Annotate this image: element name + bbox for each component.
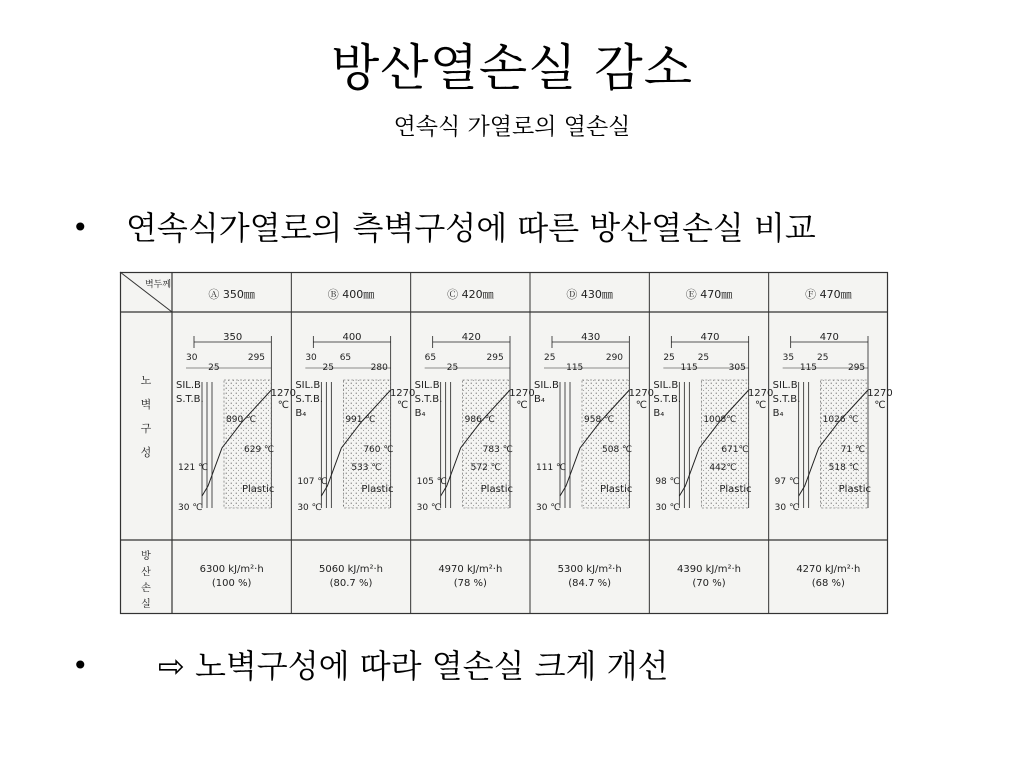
temperature-label: 760 ℃ xyxy=(363,445,394,455)
wall-column-e xyxy=(653,288,773,589)
layer-label: SIL.B xyxy=(534,380,559,391)
heat-loss-percent: (78 %) xyxy=(453,578,487,589)
filler-label: Plastic xyxy=(361,484,394,495)
layer-label: B₄ xyxy=(295,408,307,419)
temperature-label: 30 ℃ xyxy=(655,503,680,513)
temperature-label: 1008℃ xyxy=(703,415,737,425)
column-header: Ⓑ 400㎜ xyxy=(327,288,375,301)
row-label-structure-char: 노 xyxy=(140,374,152,387)
temp-outer-unit: ℃ xyxy=(277,400,289,411)
layer-label: SIL.B xyxy=(295,380,321,391)
temperature-label: 508 ℃ xyxy=(602,445,633,455)
temp-outer-value: 1270 xyxy=(867,388,893,399)
filler-label: Plastic xyxy=(600,484,633,495)
row-label-structure-char: 벽 xyxy=(140,398,152,411)
slide-title: 방산열손실 감소 xyxy=(331,39,693,97)
row-label-loss-char: 손 xyxy=(141,583,151,594)
temperature-label: 518 ℃ xyxy=(828,463,859,473)
dimension-total: 470 xyxy=(700,332,720,343)
wall-structure-diagram xyxy=(120,272,893,614)
temperature-label: 121 ℃ xyxy=(178,463,209,473)
temperature-label: 442℃ xyxy=(709,463,737,473)
heat-loss-value: 4270 kJ/m²·h xyxy=(796,564,861,575)
temperature-label: 533 ℃ xyxy=(351,463,382,473)
heat-loss-percent: (80.7 %) xyxy=(329,578,373,589)
dimension-total: 470 xyxy=(819,332,839,343)
heat-loss-percent: (100 %) xyxy=(211,578,252,589)
temperature-label: 105 ℃ xyxy=(416,477,447,487)
temperature-label: 107 ℃ xyxy=(297,477,328,487)
temp-outer-value: 1270 xyxy=(270,388,297,399)
heat-loss-value: 5300 kJ/m²·h xyxy=(557,564,622,575)
column-header: Ⓐ 350㎜ xyxy=(208,288,255,301)
temp-outer-unit: ℃ xyxy=(755,400,767,411)
layer-label: S.T.B. xyxy=(653,394,682,405)
dimension-sub: 25 xyxy=(446,363,459,373)
temp-outer-unit: ℃ xyxy=(397,400,409,411)
temperature-label: 958 ℃ xyxy=(584,415,615,425)
temp-outer-unit: ℃ xyxy=(516,400,528,411)
temperature-label: 30 ℃ xyxy=(297,503,322,513)
dimension-sub: 305 xyxy=(728,363,746,373)
temperature-label: 111 ℃ xyxy=(536,463,567,473)
filler-label: Plastic xyxy=(838,484,872,495)
dimension-sub: 65 xyxy=(424,353,437,363)
row-label-loss-char: 실 xyxy=(141,599,151,610)
temperature-label: 97 ℃ xyxy=(774,477,800,487)
dimension-sub: 25 xyxy=(663,353,675,363)
layer-label: SIL.B xyxy=(414,380,440,391)
temperature-label: 1026 ℃ xyxy=(822,415,859,425)
wall-column-c xyxy=(415,288,535,589)
heat-loss-percent: (84.7 %) xyxy=(568,578,612,589)
column-header: Ⓕ 470㎜ xyxy=(805,288,852,301)
temperature-label: 30 ℃ xyxy=(774,503,800,513)
layer-label: SIL.B xyxy=(176,380,201,391)
bullet-marker: • xyxy=(72,211,89,244)
layer-label: B₄ xyxy=(653,408,665,419)
heat-loss-value: 6300 kJ/m²·h xyxy=(199,564,264,575)
dimension-sub: 115 xyxy=(680,363,698,373)
slide-subtitle: 연속식 가열로의 열손실 xyxy=(393,114,631,140)
wall-column-f xyxy=(773,288,893,589)
temperature-label: 629 ℃ xyxy=(244,445,275,455)
bullet-text: 연속식가열로의 측벽구성에 따른 방산열손실 비교 xyxy=(126,209,816,247)
temperature-label: 991 ℃ xyxy=(345,415,376,425)
dimension-sub: 115 xyxy=(566,363,584,373)
wall-column-a xyxy=(176,288,296,589)
temperature-label: 671℃ xyxy=(721,445,749,455)
layer-label: S.T.B. xyxy=(772,394,801,405)
temperature-label: 986 ℃ xyxy=(464,415,495,425)
dimension-sub: 25 xyxy=(697,353,710,363)
header-left-label: 벽두께 xyxy=(144,280,172,290)
dimension-sub: 25 xyxy=(817,353,829,363)
filler-label: Plastic xyxy=(242,484,275,495)
dimension-sub: 25 xyxy=(544,353,556,363)
temperature-label: 98 ℃ xyxy=(655,477,680,487)
row-label-structure-char: 구 xyxy=(140,422,152,435)
layer-label: S.T.B. xyxy=(176,394,204,405)
temp-outer-unit: ℃ xyxy=(635,400,647,411)
dimension-sub: 35 xyxy=(782,353,795,363)
temperature-label: 572 ℃ xyxy=(470,463,501,473)
layer-label: B₄ xyxy=(414,408,426,419)
heat-loss-percent: (70 %) xyxy=(692,578,726,589)
wall-column-d xyxy=(534,288,654,589)
temp-outer-value: 1270 xyxy=(509,388,535,399)
heat-loss-value: 5060 kJ/m²·h xyxy=(318,564,384,575)
dimension-sub: 115 xyxy=(799,363,818,373)
dimension-sub: 290 xyxy=(605,353,624,363)
temperature-label: 783 ℃ xyxy=(482,445,513,455)
temp-outer-value: 1270 xyxy=(389,388,416,399)
temp-outer-unit: ℃ xyxy=(874,400,886,411)
header-diagonal xyxy=(120,272,172,312)
layer-label: B₄ xyxy=(772,408,784,419)
dimension-sub: 30 xyxy=(305,353,317,363)
bullet-marker: • xyxy=(72,649,89,682)
wall-column-b xyxy=(295,288,415,589)
temperature-label: 890 ℃ xyxy=(226,415,257,425)
wall-structure-figure xyxy=(120,272,893,614)
row-label-loss-char: 산 xyxy=(141,567,151,578)
layer-label: S.T.B. xyxy=(414,394,443,405)
dimension-sub: 25 xyxy=(322,363,334,373)
temperature-label: 30 ℃ xyxy=(416,503,442,513)
bullet-text: ⇨ 노벽구성에 따라 열손실 크게 개선 xyxy=(158,647,669,685)
column-header: Ⓒ 420㎜ xyxy=(447,288,494,301)
column-header: Ⓓ 430㎜ xyxy=(566,288,613,301)
filler-label: Plastic xyxy=(719,484,752,495)
layer-label: B₄ xyxy=(534,394,545,405)
dimension-total: 400 xyxy=(342,332,362,343)
layer-label: SIL.B xyxy=(653,380,679,391)
heat-loss-percent: (68 %) xyxy=(811,578,845,589)
temp-outer-value: 1270 xyxy=(628,388,655,399)
heat-loss-value: 4390 kJ/m²·h xyxy=(676,564,742,575)
layer-label: S.T.B. xyxy=(295,394,324,405)
temperature-label: 30 ℃ xyxy=(178,503,203,513)
dimension-total: 420 xyxy=(461,332,481,343)
dimension-total: 350 xyxy=(223,332,243,343)
temperature-label: 30 ℃ xyxy=(536,503,561,513)
row-label-loss-char: 방 xyxy=(141,551,151,562)
row-label-structure-char: 성 xyxy=(140,446,152,459)
dimension-sub: 65 xyxy=(339,353,352,363)
dimension-sub: 280 xyxy=(370,363,388,373)
column-header: Ⓔ 470㎜ xyxy=(685,288,733,301)
dimension-total: 430 xyxy=(581,332,601,343)
dimension-sub: 295 xyxy=(847,363,866,373)
dimension-sub: 295 xyxy=(247,353,266,363)
filler-label: Plastic xyxy=(480,484,514,495)
layer-label: SIL.B xyxy=(772,380,798,391)
dimension-sub: 30 xyxy=(186,353,198,363)
dimension-sub: 25 xyxy=(208,363,220,373)
heat-loss-value: 4970 kJ/m²·h xyxy=(438,564,503,575)
temp-outer-value: 1270 xyxy=(747,388,774,399)
dimension-sub: 295 xyxy=(486,353,504,363)
temperature-label: 71 ℃ xyxy=(840,445,866,455)
